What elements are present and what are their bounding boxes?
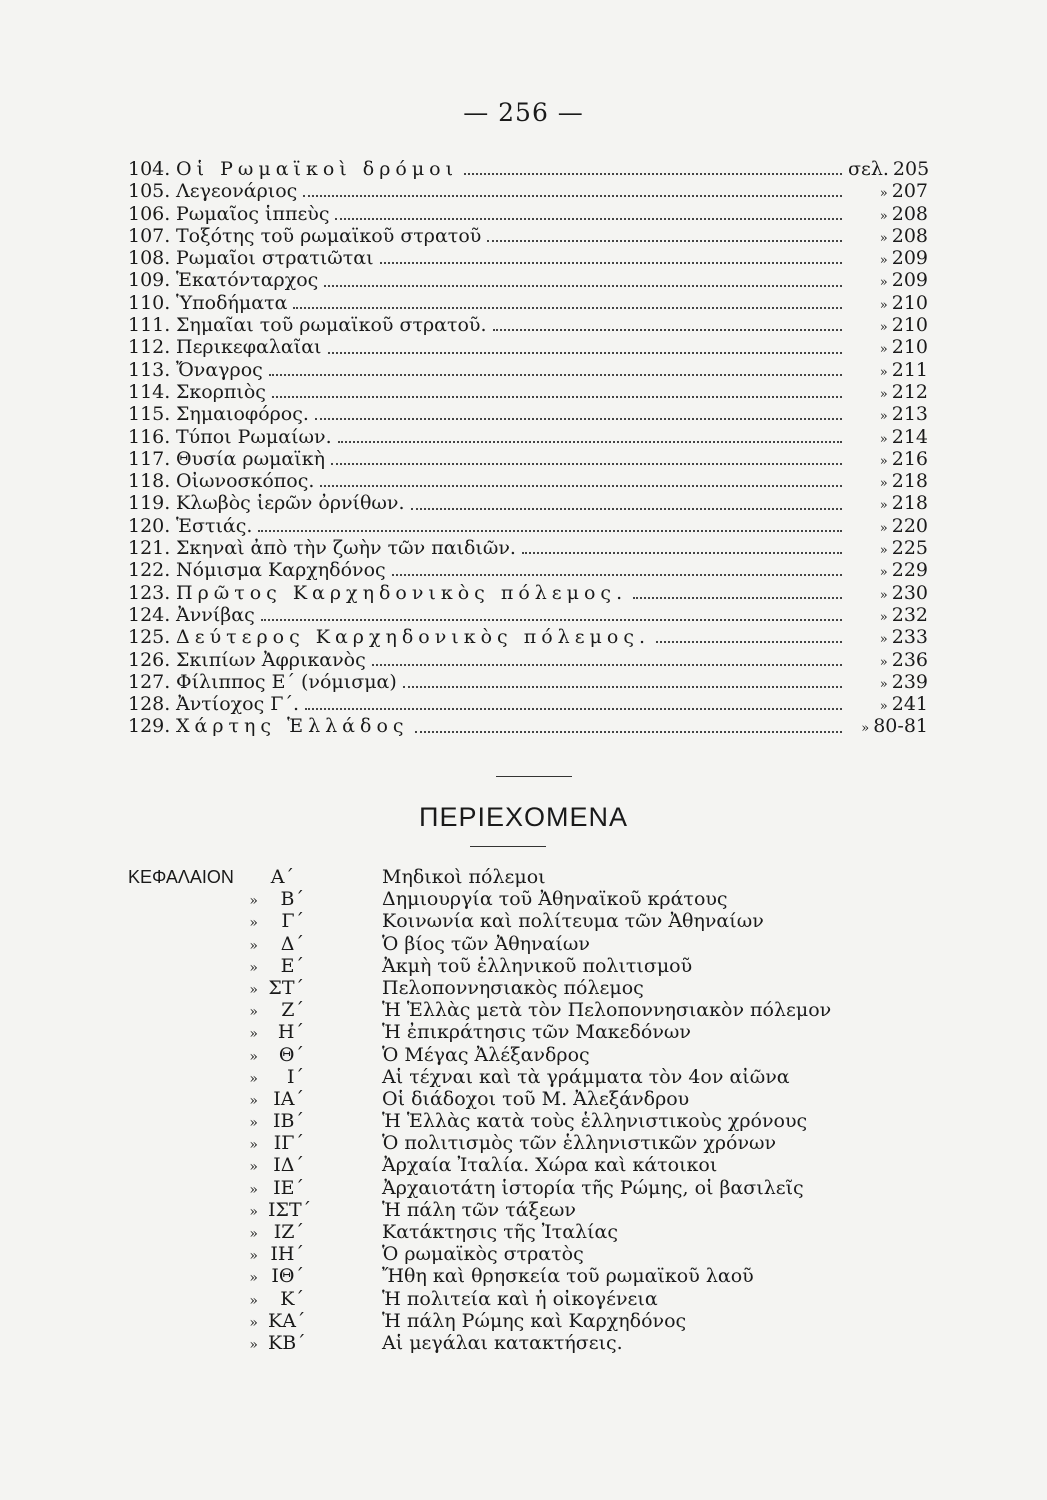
page-value: 216 <box>891 447 928 470</box>
chapter-row <box>128 1088 928 1110</box>
page-value: 208 <box>891 202 928 225</box>
item-title: Ρωμαῖος ἱππεὺς <box>176 202 330 225</box>
ditto-mark: » <box>879 587 888 603</box>
ditto-mark: » <box>249 1181 258 1198</box>
chapter-title: Ἡ πάλη Ρώμης καὶ Καρχηδόνος <box>382 1309 687 1332</box>
chapter-number: ΣΤ΄ <box>268 976 304 999</box>
ditto-mark: » <box>879 320 888 336</box>
item-title: Κλωβὸς ἱερῶν ὀρνίθων. <box>176 492 405 515</box>
item-title: Ἀννίβας <box>176 603 255 626</box>
ditto-mark: » <box>879 543 888 559</box>
list-item <box>128 359 928 381</box>
item-number: 112. <box>128 336 171 359</box>
leader-dots <box>320 475 842 487</box>
list-item <box>128 559 928 581</box>
chapter-number: Ι΄ <box>286 1065 304 1088</box>
item-title: Σημαῖαι τοῦ ρωμαϊκοῦ στρατοῦ. <box>176 314 487 337</box>
page-value: 225 <box>891 537 928 560</box>
chapter-row <box>128 1110 928 1132</box>
item-title: Ἑστιάς. <box>176 514 253 537</box>
chapter-title: Ἤθη καὶ θρησκεία τοῦ ρωμαϊκοῦ λαοῦ <box>382 1265 754 1288</box>
leader-dots <box>522 542 842 554</box>
leader-dots <box>380 252 842 264</box>
ditto-mark: » <box>879 186 888 202</box>
chapter-number: Γ΄ <box>281 910 304 933</box>
chapter-title: Πελοποννησιακὸς πόλεμος <box>382 976 644 999</box>
item-title: Πρῶτος Καρχηδονικὸς πόλεμος. <box>176 581 628 604</box>
chapter-word: ΚΕΦΑΛΑΙΟΝ <box>128 867 234 887</box>
chapter-title: Αἱ τέχναι καὶ τὰ γράμματα τὸν 4ον αἰῶνα <box>382 1065 790 1088</box>
item-title: Οἱ Ρωμαϊκοὶ δρόμοι <box>176 158 459 180</box>
item-number: 111. <box>128 314 171 337</box>
leader-dots <box>487 230 842 242</box>
ditto-mark: » <box>249 893 258 910</box>
page-value: 229 <box>891 559 928 582</box>
ditto-mark: » <box>879 409 888 425</box>
leader-dots <box>464 163 842 175</box>
ditto-mark: » <box>879 498 888 514</box>
list-item <box>128 381 928 403</box>
ditto-mark: » <box>249 1248 258 1265</box>
leader-dots <box>272 386 842 398</box>
chapter-title: Οἱ διάδοχοι τοῦ Μ. Ἀλεξάνδρου <box>382 1087 690 1110</box>
chapter-row <box>128 866 928 888</box>
ditto-mark: » <box>249 1026 258 1043</box>
chapter-row <box>128 955 928 977</box>
item-title: Ὑποδήματα <box>176 291 288 314</box>
chapter-title: Ὁ Μέγας Ἀλέξανδρος <box>382 1043 590 1066</box>
chapter-number: ΚΒ΄ <box>268 1331 306 1354</box>
list-item <box>128 426 928 448</box>
chapter-number: Β΄ <box>280 888 304 911</box>
page-value: 210 <box>891 336 928 359</box>
page-value: 220 <box>891 514 928 537</box>
chapter-title: Ὁ πολιτισμὸς τῶν ἑλληνιστικῶν χρόνων <box>382 1132 777 1155</box>
item-page <box>848 158 928 180</box>
ditto-mark: » <box>879 632 888 648</box>
item-number: 119. <box>128 492 171 515</box>
list-item <box>128 336 928 358</box>
chapter-row <box>128 1021 928 1043</box>
ditto-mark: » <box>879 453 888 469</box>
page-value: 218 <box>891 492 928 515</box>
list-item <box>128 269 928 291</box>
list-item <box>128 626 928 648</box>
chapter-number: ΚΑ΄ <box>268 1309 306 1332</box>
page-value: 236 <box>891 648 928 671</box>
illustration-list <box>128 158 928 738</box>
item-title: Περικεφαλαῖαι <box>176 336 322 359</box>
page-value: 214 <box>891 425 928 448</box>
list-item <box>128 649 928 671</box>
ditto-mark: » <box>249 959 258 976</box>
chapter-row <box>128 1044 928 1066</box>
page-value: 210 <box>891 314 928 337</box>
leader-dots <box>331 453 842 465</box>
chapter-number: Ζ΄ <box>281 999 304 1022</box>
ditto-mark: » <box>249 1336 258 1353</box>
chapter-number: ΙΒ΄ <box>273 1110 304 1133</box>
item-number: 126. <box>128 648 171 671</box>
leader-dots <box>415 721 842 733</box>
chapter-row <box>128 1177 928 1199</box>
chapter-number: ΙΔ΄ <box>273 1154 304 1177</box>
list-item <box>128 314 928 336</box>
leader-dots <box>633 587 842 599</box>
item-title: Ἀντίοχος Γ΄. <box>176 693 300 716</box>
chapter-row <box>128 1066 928 1088</box>
chapter-row <box>128 1199 928 1221</box>
list-item <box>128 203 928 225</box>
item-number: 105. <box>128 180 171 203</box>
chapter-number: Ε΄ <box>280 954 304 977</box>
list-item <box>128 537 928 559</box>
list-item <box>128 247 928 269</box>
item-title: Δεύτερος Καρχηδονικὸς πόλεμος. <box>176 626 651 649</box>
list-item <box>128 180 928 202</box>
page-value: 241 <box>891 693 928 716</box>
chapter-row <box>128 1243 928 1265</box>
item-title: Σκορπιὸς <box>176 380 266 403</box>
list-item <box>128 604 928 626</box>
ditto-mark: » <box>879 699 888 715</box>
leader-dots <box>656 631 842 643</box>
item-title: Ὄναγρος <box>176 358 263 381</box>
chapter-title: Ἡ Ἑλλὰς μετὰ τὸν Πελοποννησιακὸν πόλεμον <box>382 999 832 1022</box>
chapter-title: Ἀρχαία Ἰταλία. Χώρα καὶ κάτοικοι <box>382 1154 718 1177</box>
item-number: 124. <box>128 603 171 626</box>
ditto-mark: » <box>249 1048 258 1065</box>
ditto-mark: » <box>879 364 888 380</box>
item-number: 123. <box>128 581 171 604</box>
list-item <box>128 671 928 693</box>
chapter-title: Μηδικοὶ πόλεμοι <box>382 866 546 888</box>
item-number: 113. <box>128 358 171 381</box>
chapter-row <box>128 999 928 1021</box>
chapter-number: ΙΓ΄ <box>273 1132 304 1155</box>
chapter-title: Δημιουργία τοῦ Ἀθηναϊκοῦ κράτους <box>382 888 728 911</box>
page-value: 230 <box>891 581 928 604</box>
item-number: 110. <box>128 291 171 314</box>
chapter-number: ΙΘ΄ <box>271 1265 304 1288</box>
item-title: Ρωμαῖοι στρατιῶται <box>176 247 374 270</box>
chapter-title: Ἀκμὴ τοῦ ἑλληνικοῦ πολιτισμοῦ <box>382 954 693 977</box>
leader-dots <box>411 498 842 510</box>
ditto-mark: » <box>879 676 888 692</box>
list-item <box>128 448 928 470</box>
page-abbreviation: σελ. <box>848 158 889 180</box>
list-item <box>128 292 928 314</box>
item-number: 120. <box>128 514 171 537</box>
ditto-mark: » <box>879 297 888 313</box>
chapter-row <box>128 910 928 932</box>
page-value: 80-81 <box>873 715 928 738</box>
ditto-mark: » <box>249 1226 258 1242</box>
list-item <box>128 470 928 492</box>
page-value: 207 <box>891 180 928 203</box>
item-title: Σκηναὶ ἀπὸ τὴν ζωὴν τῶν παιδιῶν. <box>176 537 516 560</box>
page-value: 233 <box>891 626 928 649</box>
leader-dots <box>372 654 842 666</box>
item-title: Ἑκατόνταρχος <box>176 269 319 292</box>
list-item <box>128 715 928 737</box>
item-number: 121. <box>128 537 171 560</box>
chapter-number: Κ΄ <box>280 1287 304 1310</box>
chapter-title: Ἡ πολιτεία καὶ ἡ οἰκογένεια <box>382 1287 658 1310</box>
leader-dots <box>335 208 842 220</box>
chapter-row <box>128 1332 928 1354</box>
chapter-number: Η΄ <box>277 1021 304 1044</box>
chapter-title: Ἀρχαιοτάτη ἱστορία τῆς Ρώμης, οἱ βασιλεῖς <box>382 1176 804 1199</box>
ditto-mark: » <box>879 476 888 492</box>
ditto-mark: » <box>879 431 888 447</box>
item-title: Χάρτης Ἑλλάδος <box>176 715 409 738</box>
chapter-title: Αἱ μεγάλαι κατακτήσεις. <box>382 1331 623 1354</box>
leader-dots <box>392 564 842 576</box>
item-number: 117. <box>128 447 171 470</box>
chapter-number: ΙΗ΄ <box>270 1243 304 1266</box>
list-item <box>128 403 928 425</box>
page-value: 212 <box>891 380 928 403</box>
item-number: 116. <box>128 425 171 448</box>
ditto-mark: » <box>249 1203 258 1220</box>
item-number: 127. <box>128 670 171 693</box>
leader-dots <box>324 275 842 287</box>
list-item <box>128 693 928 715</box>
ditto-mark: » <box>879 342 888 358</box>
chapter-number: Θ΄ <box>278 1043 304 1066</box>
chapter-number: ΙΣΤ΄ <box>268 1198 312 1221</box>
item-title: Οἰωνοσκόπος. <box>176 470 315 493</box>
chapter-title: Κοινωνία καὶ πολίτευμα τῶν Ἀθηναίων <box>382 910 764 933</box>
ditto-mark: » <box>249 937 258 954</box>
chapter-number: ΙΑ΄ <box>273 1087 304 1110</box>
page-value: 209 <box>891 269 928 292</box>
chapter-row <box>128 1132 928 1154</box>
page-value: 239 <box>891 670 928 693</box>
item-title: Φίλιππος Ε΄ (νόμισμα) <box>176 670 397 693</box>
list-item <box>128 225 928 247</box>
page-value: 211 <box>891 358 928 381</box>
ditto-mark: » <box>879 654 888 670</box>
page-value: 205 <box>892 158 930 180</box>
leader-dots <box>258 520 842 532</box>
item-title: Θυσία ρωμαϊκὴ <box>176 447 325 470</box>
chapter-number: Α΄ <box>270 866 294 888</box>
list-item <box>128 492 928 514</box>
page-value: 218 <box>891 470 928 493</box>
ditto-mark: » <box>879 275 888 291</box>
ditto-mark: » <box>249 1115 258 1132</box>
ditto-mark: » <box>879 609 888 625</box>
list-item <box>128 515 928 537</box>
contents-heading: ΠΕΡΙΕΧΟΜΕΝΑ <box>418 802 629 832</box>
leader-dots <box>403 676 842 688</box>
ditto-mark: » <box>879 520 888 536</box>
chapter-row <box>128 1154 928 1176</box>
chapter-number: ΙΖ΄ <box>273 1221 304 1243</box>
item-title: Τύποι Ρωμαίων. <box>176 425 332 448</box>
item-number: 109. <box>128 269 171 292</box>
chapter-list <box>128 866 928 1354</box>
chapter-row <box>128 977 928 999</box>
chapter-title: Ὁ ρωμαϊκὸς στρατὸς <box>382 1243 584 1266</box>
leader-dots <box>261 609 842 621</box>
item-title: Νόμισμα Καρχηδόνος <box>176 559 386 582</box>
ditto-mark: » <box>249 1092 258 1109</box>
item-number: 122. <box>128 559 171 582</box>
ditto-mark: » <box>879 565 888 581</box>
ditto-mark: » <box>879 253 888 269</box>
leader-dots <box>305 698 842 710</box>
ditto-mark: » <box>249 1314 258 1331</box>
chapter-number: Δ΄ <box>280 932 304 955</box>
leader-dots <box>328 342 843 354</box>
item-number: 115. <box>128 403 171 426</box>
chapter-title: Ἡ Ἑλλὰς κατὰ τοὺς ἑλληνιστικοὺς χρόνους <box>382 1110 808 1133</box>
leader-dots <box>303 185 842 197</box>
ditto-mark: » <box>249 981 258 998</box>
ditto-mark: » <box>249 1070 258 1087</box>
chapter-row <box>128 888 928 910</box>
chapter-row <box>128 1221 928 1243</box>
item-number: 106. <box>128 202 171 225</box>
leader-dots <box>269 364 842 376</box>
item-title: Σκιπίων Ἀφρικανὸς <box>176 648 366 671</box>
chapter-row <box>128 1310 928 1332</box>
ditto-mark: » <box>249 1004 258 1021</box>
item-number: 125. <box>128 626 171 649</box>
item-title: Τοξότης τοῦ ρωμαϊκοῦ στρατοῦ <box>176 224 482 247</box>
ditto-mark: » <box>879 386 888 402</box>
ditto-mark: » <box>249 1292 258 1309</box>
leader-dots <box>338 431 842 443</box>
item-title: Σημαιοφόρος. <box>176 403 309 426</box>
chapter-number: ΙΕ΄ <box>273 1176 304 1199</box>
chapter-title: Κατάκτησις τῆς Ἰταλίας <box>382 1221 619 1243</box>
item-page <box>848 715 928 740</box>
ditto-mark: » <box>879 208 888 224</box>
page-value: 213 <box>891 403 928 426</box>
item-number: 104. <box>128 158 171 180</box>
ditto-mark: » <box>249 1137 258 1154</box>
page-value: 210 <box>891 291 928 314</box>
ditto-mark: » <box>879 230 888 246</box>
chapter-row <box>128 1288 928 1310</box>
item-number: 108. <box>128 247 171 270</box>
chapter-title: Ἡ ἐπικράτησις τῶν Μακεδόνων <box>382 1021 691 1044</box>
leader-dots <box>315 408 842 420</box>
list-item <box>128 582 928 604</box>
chapter-title: Ὁ βίος τῶν Ἀθηναίων <box>382 932 590 955</box>
leader-dots <box>293 297 842 309</box>
item-number: 118. <box>128 470 171 493</box>
item-number: 128. <box>128 693 171 716</box>
chapter-title: Ἡ πάλη τῶν τάξεων <box>382 1198 576 1221</box>
ditto-mark: » <box>861 721 870 737</box>
page-value: 208 <box>891 224 928 247</box>
page-value: 232 <box>891 603 928 626</box>
item-number: 107. <box>128 224 171 247</box>
page-number: — 256 — <box>463 98 584 127</box>
page-value: 209 <box>891 247 928 270</box>
list-item <box>128 158 928 180</box>
item-title: Λεγεονάριος <box>176 180 298 203</box>
ditto-mark: » <box>249 915 258 932</box>
leader-dots <box>493 319 842 331</box>
item-number: 129. <box>128 715 171 738</box>
ditto-mark: » <box>249 1159 258 1176</box>
divider-bottom <box>470 846 546 847</box>
ditto-mark: » <box>249 1270 258 1287</box>
item-number: 114. <box>128 380 171 403</box>
divider-top <box>496 776 572 777</box>
chapter-row <box>128 933 928 955</box>
chapter-row <box>128 1265 928 1287</box>
